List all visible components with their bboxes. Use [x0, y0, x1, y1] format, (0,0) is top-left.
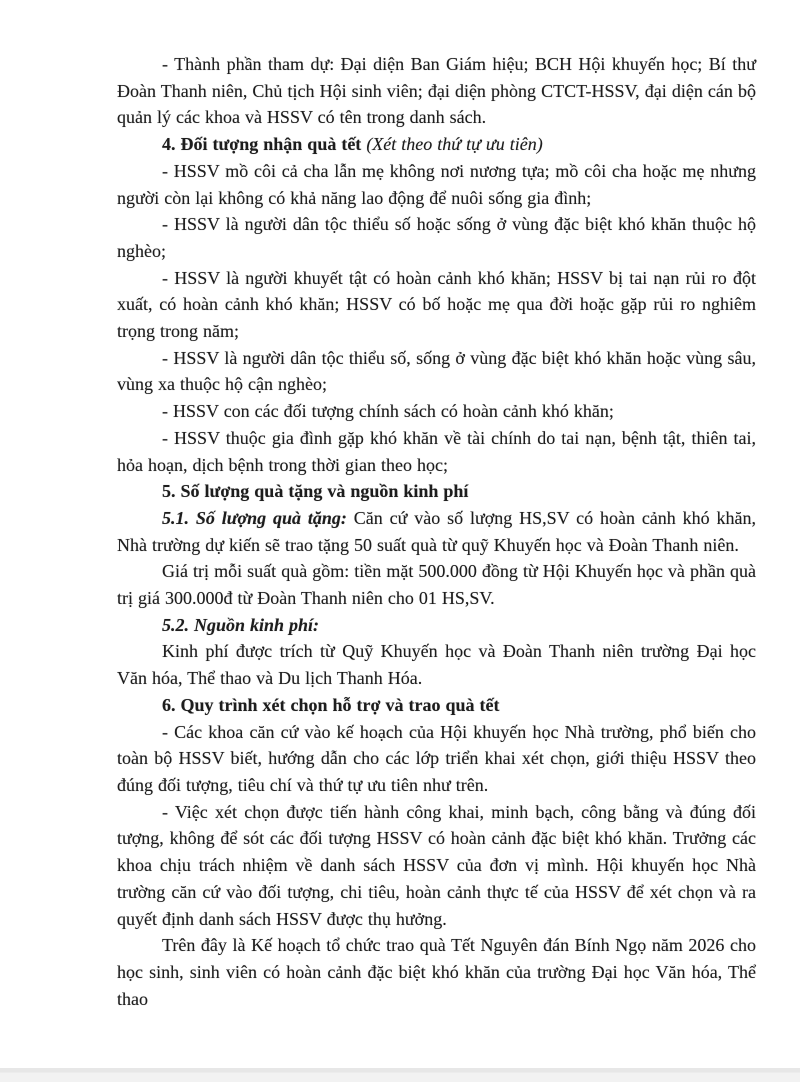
text-run: 6. Quy trình xét chọn hỗ trợ và trao quà tết [162, 694, 500, 715]
text-run: - Các khoa căn cứ vào kế hoạch của Hội khuyến học Nhà trường, phổ biến cho toàn bộ HSSV biết, hướng dẫn cho các lớp triển khai xét chọn, giới thiệu HSSV theo đúng đối tượng, tiêu chí và thứ tự ưu tiên như trên. [117, 721, 761, 795]
text-run: - HSSV con các đối tượng chính sách có hoàn cảnh khó khăn; [162, 401, 614, 422]
text-run: Giá trị mỗi suất quà gồm: tiền mặt 500.000 đồng từ Hội Khuyến học và phần quà trị giá 300.000đ từ Đoàn Thanh niên cho 01 HS,SV. [117, 561, 761, 609]
paragraph [117, 265, 761, 345]
paragraph [117, 211, 761, 264]
text-run: - Thành phần tham dự: Đại diện Ban Giám hiệu; BCH Hội khuyến học; Bí thư Đoàn Thanh niên, Chủ tịch Hội sinh viên; đại diện phòng CTCT-HSSV, đại diện cán bộ quản lý các khoa và HSSV có tên trong danh sách. [117, 54, 761, 128]
text-run: - HSSV là người dân tộc thiểu số, sống ở vùng đặc biệt khó khăn hoặc vùng sâu, vùng xa thuộc hộ cận nghèo; [117, 347, 761, 395]
text-run: 5.2. Nguồn kinh phí: [162, 614, 320, 635]
heading-paragraph [117, 692, 756, 719]
text-run: Căn cứ vào số lượng HS,SV có hoàn cảnh khó khăn, Nhà trường dự kiến sẽ trao tặng 50 suất quà từ quỹ Khuyến học và Đoàn Thanh niên. [117, 507, 762, 555]
text-run: 4. Đối tượng nhận quà tết [162, 134, 367, 155]
paragraph [117, 345, 761, 398]
heading-paragraph [117, 131, 756, 158]
text-run: 5. Số lượng quà tặng và nguồn kinh phí [162, 481, 469, 502]
paragraph [117, 158, 761, 211]
text-run: - HSSV thuộc gia đình gặp khó khăn về tài chính do tai nạn, bệnh tật, thiên tai, hỏa hoạn, dịch bệnh trong thời gian theo học; [117, 427, 761, 475]
paragraph [117, 719, 761, 799]
paragraph [117, 638, 761, 691]
text-run: 5.1. Số lượng quà tặng: [162, 507, 354, 528]
paragraph [117, 425, 761, 478]
paragraph [117, 51, 761, 131]
text-run: - Việc xét chọn được tiến hành công khai, minh bạch, công bằng và đúng đối tượng, không để sót các đối tượng HSSV có hoàn cảnh đặc biệt khó khăn. Trưởng các khoa chịu trách nhiệm về danh sách HSSV của đơn vị mình. Hội khuyến học Nhà trường căn cứ vào đối tượng, chi tiêu, hoàn cảnh thực tế của HSSV để xét chọn và ra quyết định danh sách HSSV được thụ hưởng. [117, 801, 761, 929]
text-run: - HSSV mồ côi cả cha lẫn mẹ không nơi nương tựa; mồ côi cha hoặc mẹ nhưng người còn lại không có khả năng lao động để nuôi sống gia đình; [117, 160, 761, 208]
paragraph [117, 558, 761, 611]
heading-paragraph [117, 478, 756, 505]
text-run: Kinh phí được trích từ Quỹ Khuyến học và Đoàn Thanh niên trường Đại học Văn hóa, Thể thao và Du lịch Thanh Hóa. [117, 641, 761, 689]
document-body [117, 51, 762, 1012]
paragraph [117, 799, 761, 933]
paragraph [117, 398, 756, 425]
text-run: (Xét theo thứ tự ưu tiên) [366, 134, 543, 155]
paragraph [117, 932, 761, 1012]
paragraph [117, 505, 762, 558]
heading-paragraph [117, 612, 756, 639]
text-run: Trên đây là Kế hoạch tổ chức trao quà Tết Nguyên đán Bính Ngọ năm 2026 cho học sinh, sinh viên có hoàn cảnh đặc biệt khó khăn của trường Đại học Văn hóa, Thể thao [117, 935, 761, 1009]
text-run: - HSSV là người dân tộc thiểu số hoặc sống ở vùng đặc biệt khó khăn thuộc hộ nghèo; [117, 214, 761, 261]
page-gap [0, 1068, 800, 1082]
text-run: - HSSV là người khuyết tật có hoàn cảnh khó khăn; HSSV bị tai nạn rủi ro đột xuất, có hoàn cảnh khó khăn; HSSV có bố hoặc mẹ qua đời hoặc gặp rủi ro nghiêm trọng trong năm; [117, 267, 761, 342]
